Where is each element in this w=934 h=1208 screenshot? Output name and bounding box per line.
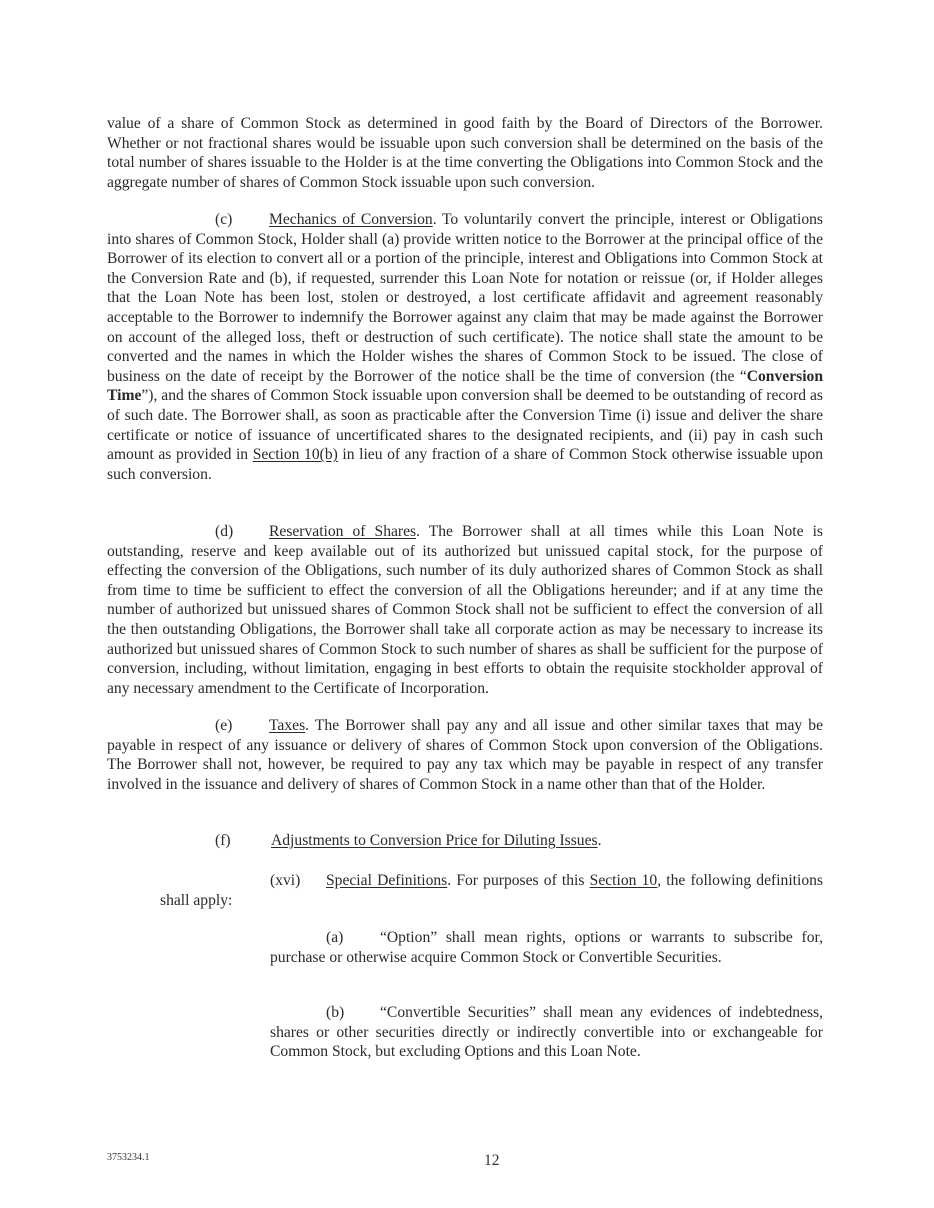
section-d-paragraph [107, 522, 823, 698]
section-f-paragraph [107, 831, 823, 851]
section-f-trailing: . [597, 832, 602, 849]
section-e-label: (e) [215, 717, 233, 734]
section-c-text-3: in lieu of any fraction of a share of Common Stock otherwise issuable upon such conversion. [107, 446, 823, 483]
conversion-time-term: Conversion Time [107, 367, 823, 405]
section-e-text: . The Borrower shall pay any and all issue and other similar taxes that may be payable in respect of any issuance or delivery of shares of Common Stock upon conversion of the Obligations. The Borrower shall not, however, be required to pay any tax which may be payable in respect of any transfer involved in the issuance and delivery of shares of Common Stock in a name other than that of the Holder. [107, 717, 823, 793]
section-c-heading: Mechanics of Conversion [269, 211, 433, 228]
section-xvi-text-2: , the following definitions shall apply: [160, 872, 823, 909]
section-c-paragraph [107, 210, 823, 484]
section-10-reference: Section 10 [589, 872, 658, 889]
section-xvi-text-1: . For purposes of this [447, 872, 590, 889]
section-10b-reference: Section 10(b) [252, 446, 338, 464]
continuation-paragraph [107, 114, 823, 192]
section-f-heading: Adjustments to Conversion Price for Diluting Issues [271, 832, 598, 849]
section-xvi-paragraph [160, 871, 823, 910]
document-id: 3753234.1 [107, 1152, 150, 1163]
section-c-text-1: . To voluntarily convert the principle, interest or Obligations into shares of Common Stock, Holder shall (a) provide written notice to the Borrower at the principal office of the Borrower of its election to convert all or a portion of the principle, interest and Obligations into Common Stock at the Conversion Rate and (b), if requested, surrender this Loan Note for notation or reissue (or, if Holder alleges that the Loan Note has been lost, stolen or destroyed, a lost certificate affidavit and agreement reasonably acceptable to the Borrower to indemnify the Borrower against any claim that may be made against the Borrower on account of the alleged loss, theft or destruction of such certificate). The notice shall state the amount to be converted and the names in which the Holder wishes the shares of Common Stock to be issued. The close of business on the date of receipt by the Borrower of the notice shall be the time of conversion (the “ [107, 211, 823, 385]
section-d-label: (d) [215, 523, 234, 540]
definition-b-label: (b) [326, 1004, 345, 1021]
section-d-text: . The Borrower shall at all times while this Loan Note is outstanding, reserve and keep available out of its authorized but unissued capital stock, for the purpose of effecting the conversion of the Obligations, such number of its duly authorized shares of Common Stock as shall from time to time be sufficient to effect the conversion of all the Obligations hereunder; and if at any time the number of authorized but unissued shares of Common Stock shall not be sufficient to effect the conversion of all the then outstanding Obligations, the Borrower shall take all corporate action as may be necessary to increase its authorized but unissued shares of Common Stock to such number of shares as shall be sufficient for the purpose of conversion, including, without limitation, engaging in best efforts to obtain the requisite stockholder approval of any necessary amendment to the Certificate of Incorporation. [107, 523, 823, 697]
section-f-label: (f) [215, 832, 231, 849]
page-number: 12 [484, 1152, 500, 1169]
definition-a-text: “Option” shall mean rights, options or warrants to subscribe for, purchase or otherwise acquire Common Stock or Convertible Securities. [270, 929, 823, 966]
definition-b-paragraph [270, 1003, 823, 1062]
section-xvi-label: (xvi) [270, 872, 301, 889]
section-xvi-heading: Special Definitions [326, 872, 448, 889]
section-e-paragraph [107, 716, 823, 794]
definition-a-label: (a) [326, 929, 344, 946]
section-d-heading: Reservation of Shares [269, 523, 417, 540]
definition-a-paragraph [270, 928, 823, 967]
section-c-label: (c) [215, 211, 233, 228]
section-c-text-2: ”), and the shares of Common Stock issuable upon conversion shall be deemed to be outstanding of record as of such date. The Borrower shall, as soon as practicable after the Conversion Time (i) issue and deliver the share certificate or notice of issuance of uncertificated shares to the designated recipients, and (ii) pay in cash such amount as provided in [107, 387, 823, 464]
section-e-heading: Taxes [269, 717, 306, 734]
definition-b-text: “Convertible Securities” shall mean any evidences of indebtedness, shares or other securities directly or indirectly convertible into or exchangeable for Common Stock, but excluding Options and this Loan Note. [270, 1004, 823, 1061]
continuation-text: value of a share of Common Stock as determined in good faith by the Board of Directors of the Borrower. Whether or not fractional shares would be issuable upon such conversion shall be determined on the basis of the total number of shares issuable to the Holder is at the time converting the Obligations into Common Stock and the aggregate number of shares of Common Stock issuable upon such conversion. [107, 115, 823, 191]
